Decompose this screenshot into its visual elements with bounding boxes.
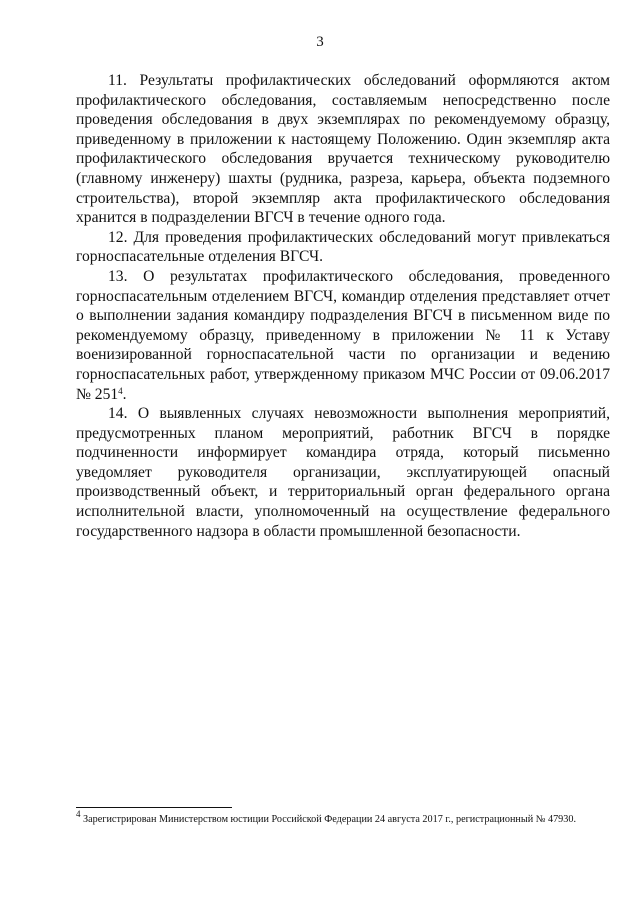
paragraph-13: 13. О результатах профилактического обследования, проведенного горноспасательным отделением ВГСЧ, командир отделения представляет отчет о выполнении задания командиру подразделения ВГСЧ в письменном виде по рекомендуемому образцу, приведенному в приложении № 11 к Уставу военизированной горноспасательной части по организации и ведению горноспасательных работ, утвержденному приказом МЧС России от 09.06.2017 № $251^4$. bbox=[76, 267, 610, 403]
footnote-mark: 4 bbox=[76, 809, 81, 819]
document-body bbox=[76, 71, 610, 541]
paragraph-14: 14. О выявленных случаях невозможности выполнения мероприятий, предусмотренных планом мероприятий, работник ВГСЧ в порядке подчиненности информирует командира отряда, который письменно уведомляет руководителя организации, эксплуатирующей опасный производственный объект, и территориальный орган федерального органа исполнительной власти, уполномоченный на осуществление федерального государственного надзора в области промышленной безопасности. bbox=[76, 405, 610, 540]
footnote-reference[interactable]: 4 bbox=[118, 385, 123, 396]
paragraph-11: 11. Результаты профилактических обследований оформляются актом профилактического обследования, составляемым непосредственно после проведения обследования в двух экземплярах по рекомендуемому образцу, приведенному в приложении к настоящему Положению. Один экземпляр акта профилактического обследования вручается техническому руководителю (главному инженеру) шахты (рудника, разреза, карьера, объекта подземного строительства), второй экземпляр акта профилактического обследования хранится в подразделении ВГСЧ в течение одного года. bbox=[76, 72, 610, 227]
footnote bbox=[76, 809, 616, 826]
footnote-separator bbox=[76, 807, 232, 808]
footnote-text: Зарегистрирован Министерством юстиции Российской Федерации 24 августа 2017 г., регистрационный № 47930. bbox=[80, 814, 576, 825]
paragraph-13-text: 13. О результатах профилактического обследования, проведенного горноспасательным отделением ВГСЧ, командир отделения представляет отчет о выполнении задания командиру подразделения ВГСЧ в письменном виде по рекомендуемому образцу, приведенному в приложении № 11 к Уставу военизированной горноспасательной части по организации и ведению горноспасательных работ, утвержденному приказом МЧС России от 09.06.2017 № 251 bbox=[76, 267, 610, 403]
paragraph-12: 12. Для проведения профилактических обследований могут привлекаться горноспасательные отделения ВГСЧ. bbox=[76, 228, 610, 266]
page-number: 3 bbox=[316, 34, 324, 50]
